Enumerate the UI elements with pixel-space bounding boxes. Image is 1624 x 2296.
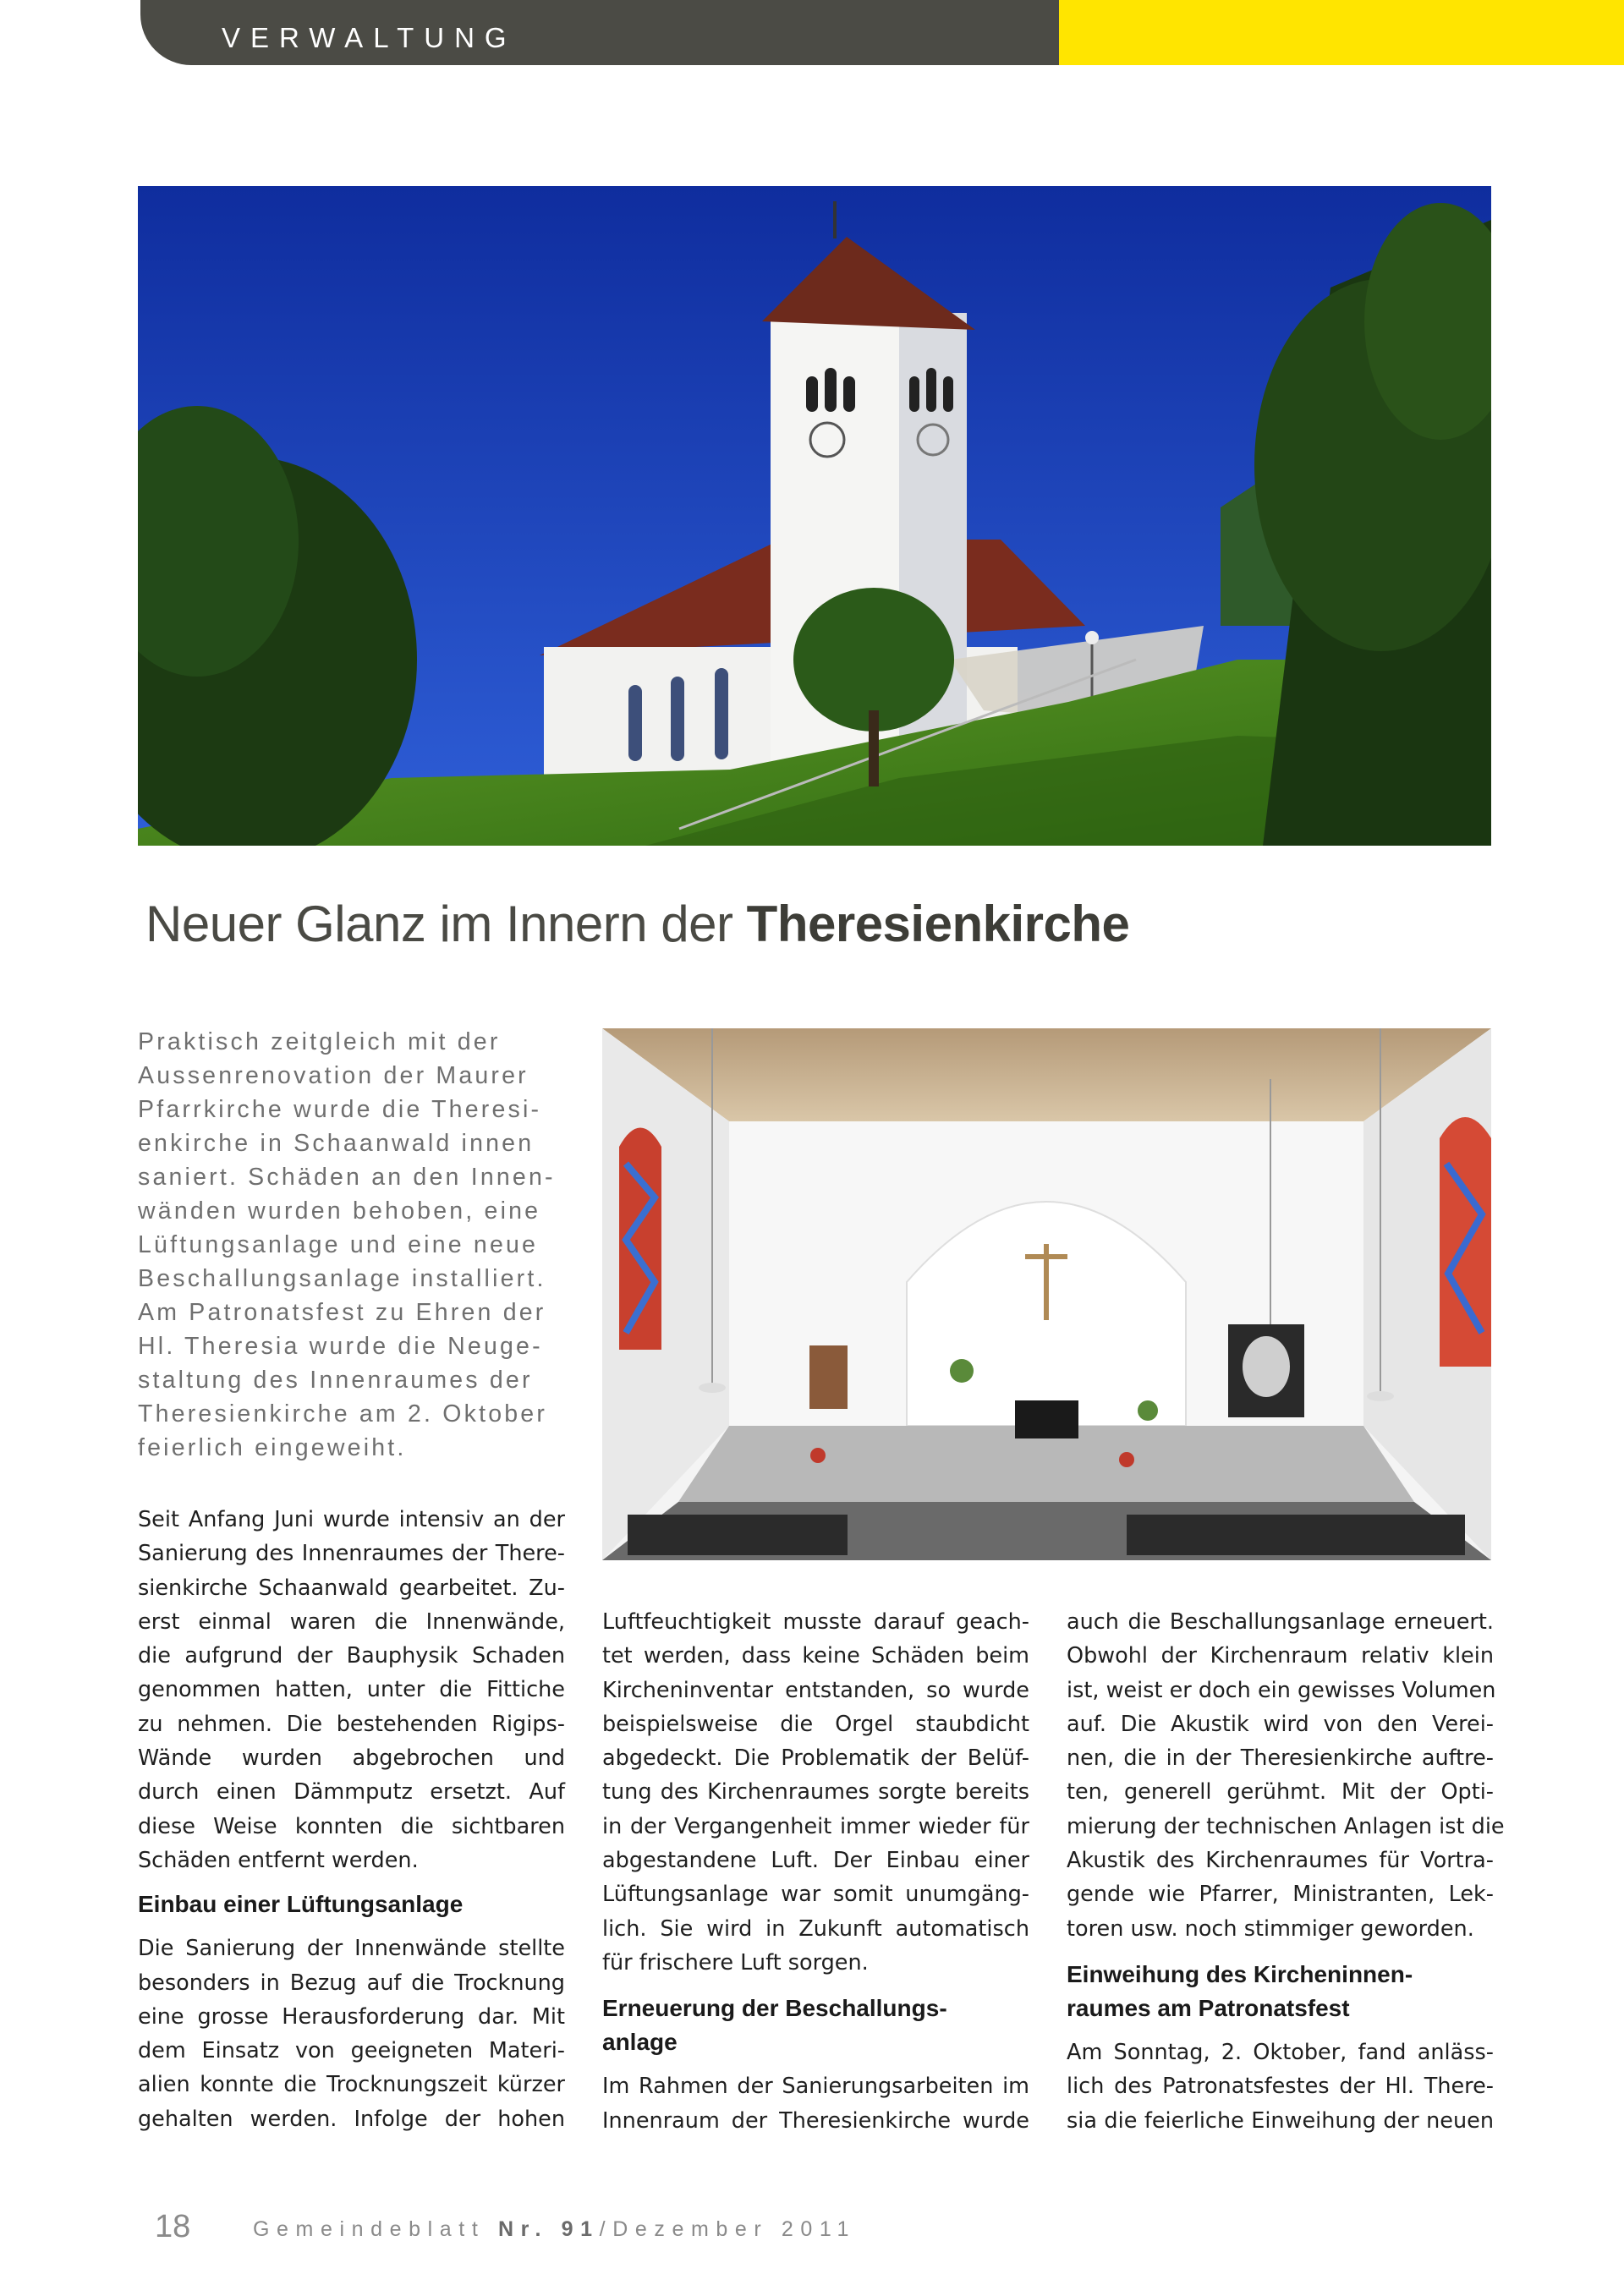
body-line: zu nehmen. Die bestehenden Rigips- — [138, 1711, 565, 1737]
body-line: dem Einsatz von geeigneten Materi- — [138, 2038, 565, 2064]
body-line: abgedeckt. Die Problematik der Belüf- — [602, 1745, 1029, 1772]
header-accent-bar — [1059, 0, 1624, 65]
article-title-light: Neuer Glanz im Innern der — [145, 896, 747, 952]
body-line: nen, die in der Theresienkirche auftre- — [1067, 1745, 1494, 1772]
body-line: mierung der technischen Anlagen ist die — [1067, 1813, 1505, 1839]
body-line: diese Weise konnten die sichtbaren — [138, 1813, 565, 1839]
body-line: lich des Patronatsfestes der Hl. There- — [1067, 2074, 1494, 2100]
article-column-2 — [602, 1605, 1029, 2138]
body-line: Obwohl der Kirchenraum relativ klein — [1067, 1643, 1494, 1669]
body-line: in der Vergangenheit immer wieder für — [602, 1813, 1029, 1839]
body-line: Seit Anfang Juni wurde intensiv an der — [138, 1507, 565, 1532]
intro-line: Am Patronatsfest zu Ehren der — [138, 1299, 546, 1326]
body-line: lich. Sie wird in Zukunft automatisch — [602, 1915, 1029, 1942]
church-interior-illustration — [602, 1028, 1491, 1560]
subheading-einweihung — [1067, 1958, 1494, 2025]
publication-name: Gemeindeblatt — [253, 2217, 498, 2241]
body-line: Die Sanierung der Innenwände stellte — [138, 1936, 565, 1962]
intro-line: Beschallungsanlage installiert. — [138, 1265, 546, 1292]
intro-line: Aussenrenovation der Maurer — [138, 1062, 529, 1089]
body-line: ist, weist er doch ein gewisses Volumen — [1067, 1677, 1496, 1703]
body-line: durch einen Dämmputz ersetzt. Auf — [138, 1779, 565, 1806]
church-exterior-illustration — [138, 186, 1491, 846]
body-line: für frischere Luft sorgen. — [602, 1949, 869, 1975]
body-line: die aufgrund der Bauphysik Schaden — [138, 1643, 565, 1669]
body-line: alien konnte die Trocknungszeit kürzer — [138, 2072, 565, 2098]
body-line: eine grosse Herausforderung dar. Mit — [138, 2003, 565, 2030]
body-line: Akustik des Kirchenraumes für Vortra- — [1067, 1848, 1494, 1874]
subheading-einweihung-line: Einweihung des Kircheninnen- — [1067, 1960, 1413, 1987]
issue-date: /Dezember 2011 — [599, 2217, 857, 2241]
intro-line: Theresienkirche am 2. Oktober — [138, 1400, 548, 1427]
body-line: Luftfeuchtigkeit musste darauf geach- — [602, 1609, 1029, 1635]
body-line: erst einmal waren die Innenwände, — [138, 1608, 565, 1635]
body-line: Schäden entfernt werden. — [138, 1847, 419, 1873]
body-line: beispielsweise die Orgel staubdicht — [602, 1711, 1029, 1737]
intro-line: Hl. Theresia wurde die Neuge- — [138, 1333, 543, 1360]
body-line: Innenraum der Theresienkirche wurde — [602, 2107, 1029, 2134]
subheading-beschallung-line: Erneuerung der Beschallungs- — [602, 1995, 947, 2022]
issue-number: Nr. 91 — [497, 2217, 600, 2241]
intro-line: wänden wurden behoben, eine — [138, 1197, 541, 1225]
body-line: ten, generell gerühmt. Mit der Opti- — [1067, 1779, 1494, 1806]
body-line: sia die feierliche Einweihung der neuen — [1067, 2107, 1494, 2134]
article-title — [145, 895, 1129, 953]
body-line: Am Sonntag, 2. Oktober, fand anläss- — [1067, 2039, 1494, 2065]
body-line: Wände wurden abgebrochen und — [138, 1745, 565, 1772]
intro-line: staltung des Innenraumes der — [138, 1367, 533, 1394]
page-number: 18 — [155, 2209, 191, 2244]
body-line: Sanierung des Innenraumes der There- — [138, 1541, 565, 1567]
section-label: VERWALTUNG — [222, 22, 517, 53]
intro-line: Lüftungsanlage und eine neue — [138, 1231, 539, 1258]
intro-line: saniert. Schäden an den Innen- — [138, 1164, 556, 1191]
body-line: Im Rahmen der Sanierungsarbeiten im — [602, 2074, 1029, 2100]
subheading-einweihung-line: raumes am Patronatsfest — [1067, 1994, 1350, 2021]
body-line: auch die Beschallungsanlage erneuert. — [1067, 1609, 1494, 1635]
body-line: besonders in Bezug auf die Trocknung — [138, 1970, 565, 1996]
church-interior-photo — [602, 1028, 1491, 1560]
body-line: gehalten werden. Infolge der hohen — [138, 2106, 565, 2132]
body-line: Lüftungsanlage war somit unumgäng- — [602, 1882, 1029, 1908]
subheading-beschallung — [602, 1992, 1029, 2059]
body-line: gende wie Pfarrer, Ministranten, Lek- — [1067, 1882, 1494, 1908]
body-line: genommen hatten, unter die Fittiche — [138, 1677, 565, 1703]
intro-line: Praktisch zeitgleich mit der — [138, 1028, 501, 1055]
body-line: abgestandene Luft. Der Einbau einer — [602, 1848, 1029, 1874]
article-title-bold: Theresienkirche — [746, 896, 1130, 952]
subheading-lueftung: Einbau einer Lüftungsanlage — [138, 1891, 464, 1918]
subheading-beschallung-line: anlage — [602, 2029, 678, 2056]
article-column-1 — [138, 1503, 565, 2136]
church-exterior-photo — [138, 186, 1491, 846]
article-column-3 — [1067, 1605, 1505, 2138]
publication-footer — [253, 2217, 856, 2242]
body-line: sienkirche Schaanwald gearbeitet. Zu- — [138, 1575, 565, 1601]
body-line: toren usw. noch stimmiger geworden. — [1067, 1915, 1474, 1942]
intro-line: feierlich eingeweiht. — [138, 1434, 407, 1461]
intro-line: enkirche in Schaanwald innen — [138, 1130, 535, 1157]
body-line: auf. Die Akustik wird von den Verei- — [1067, 1711, 1494, 1737]
intro-line: Pfarrkirche wurde die Theresi- — [138, 1096, 542, 1123]
article-intro — [138, 1025, 569, 1465]
body-line: tet werden, dass keine Schäden beim — [602, 1643, 1029, 1669]
body-line: tung des Kirchenraumes sorgte bereits — [602, 1779, 1029, 1806]
body-line: Kircheninventar entstanden, so wurde — [602, 1677, 1029, 1703]
